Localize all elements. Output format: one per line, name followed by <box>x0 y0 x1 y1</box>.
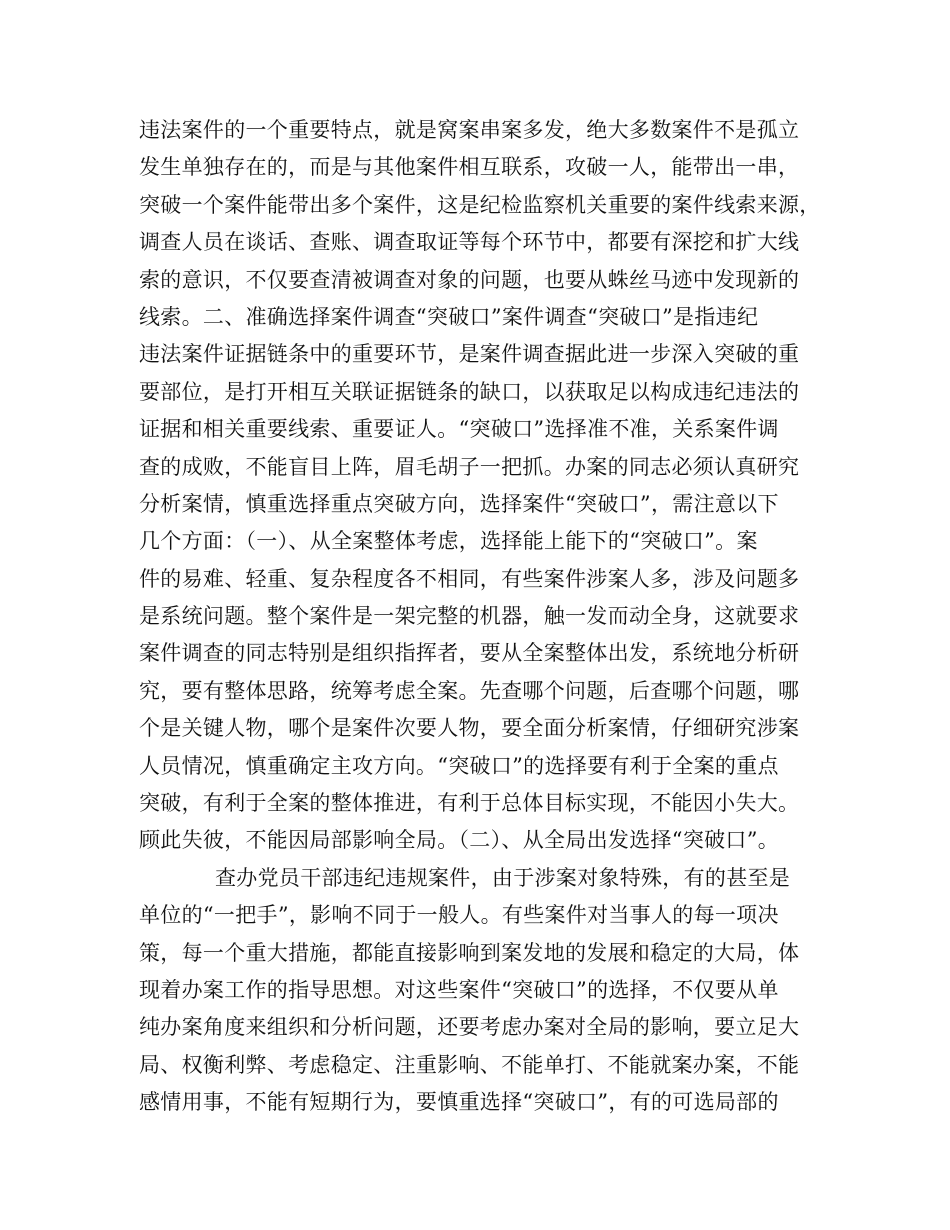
text-line: 查的成败，不能盲目上阵，眉毛胡子一把抓。办案的同志必须认真研究 <box>139 454 800 479</box>
text-line: 分析案情，慎重选择重点突破方向，选择案件“突破口”，需注意以下 <box>139 491 779 516</box>
text-line: 件的易难、轻重、复杂程度各不相同，有些案件涉案人多，涉及问题多 <box>139 566 800 591</box>
text-line: 局、权衡利弊、考虑稳定、注重影响、不能单打、不能就案办案，不能 <box>139 1052 800 1077</box>
text-line: 单位的“一把手”，影响不同于一般人。有些案件对当事人的每一项决 <box>139 903 779 928</box>
paragraph-1 <box>139 112 829 860</box>
text-line: 感情用事，不能有短期行为，要慎重选择“突破口”，有的可选局部的 <box>139 1090 779 1115</box>
text-line: 突破，有利于全案的整体推进，有利于总体目标实现，不能因小失大。 <box>139 791 800 816</box>
text-line: 案件调查的同志特别是组织指挥者，要从全案整体出发，系统地分析研 <box>139 641 800 666</box>
text-line: 策，每一个重大措施，都能直接影响到案发地的发展和稳定的大局，体 <box>139 940 800 965</box>
text-line: 发生单独存在的，而是与其他案件相互联系，攻破一人，能带出一串， <box>139 155 800 180</box>
text-line: 调查人员在谈话、查账、调查取证等每个环节中，都要有深挖和扩大线 <box>139 230 800 255</box>
text-line: 查办党员干部违纪违规案件，由于涉案对象特殊，有的甚至是 <box>215 865 791 890</box>
text-line: 人员情况，慎重确定主攻方向。“突破口”的选择要有利于全案的重点 <box>139 753 779 778</box>
text-line: 索的意识，不仅要查清被调查对象的问题，也要从蛛丝马迹中发现新的 <box>139 267 800 292</box>
text-line: 违法案件的一个重要特点，就是窝案串案多发，绝大多数案件不是孤立 <box>139 118 800 142</box>
text-line: 个是关键人物，哪个是案件次要人物，要全面分析案情，仔细研究涉案 <box>139 716 800 741</box>
text-line: 几个方面：（一）、从全案整体考虑，选择能上能下的“突破口”。案 <box>139 529 758 554</box>
text-line: 纯办案角度来组织和分析问题，还要考虑办案对全局的影响，要立足大 <box>139 1015 800 1040</box>
document-body <box>139 112 829 1122</box>
text-line: 要部位，是打开相互关联证据链条的缺口，以获取足以构成违纪违法的 <box>139 379 800 404</box>
text-line: 究，要有整体思路，统筹考虑全案。先查哪个问题，后查哪个问题，哪 <box>139 678 800 703</box>
text-line: 线索。二、准确选择案件调查“突破口”案件调查“突破口”是指违纪 <box>139 304 759 329</box>
text-line: 违法案件证据链条中的重要环节，是案件调查据此进一步深入突破的重 <box>139 342 800 367</box>
text-line: 是系统问题。整个案件是一架完整的机器，触一发而动全身，这就要求 <box>139 604 800 629</box>
paragraph-2 <box>139 860 829 1122</box>
text-line: 顾此失彼，不能因局部影响全局。（二）、从全局出发选择“突破口”。 <box>139 828 780 853</box>
text-line: 突破一个案件能带出多个案件，这是纪检监察机关重要的案件线索来源， <box>139 192 821 217</box>
text-line: 证据和相关重要线索、重要证人。“突破口”选择准不准，关系案件调 <box>139 417 779 442</box>
text-line: 现着办案工作的指导思想。对这些案件“突破口”的选择，不仅要从单 <box>139 977 779 1002</box>
